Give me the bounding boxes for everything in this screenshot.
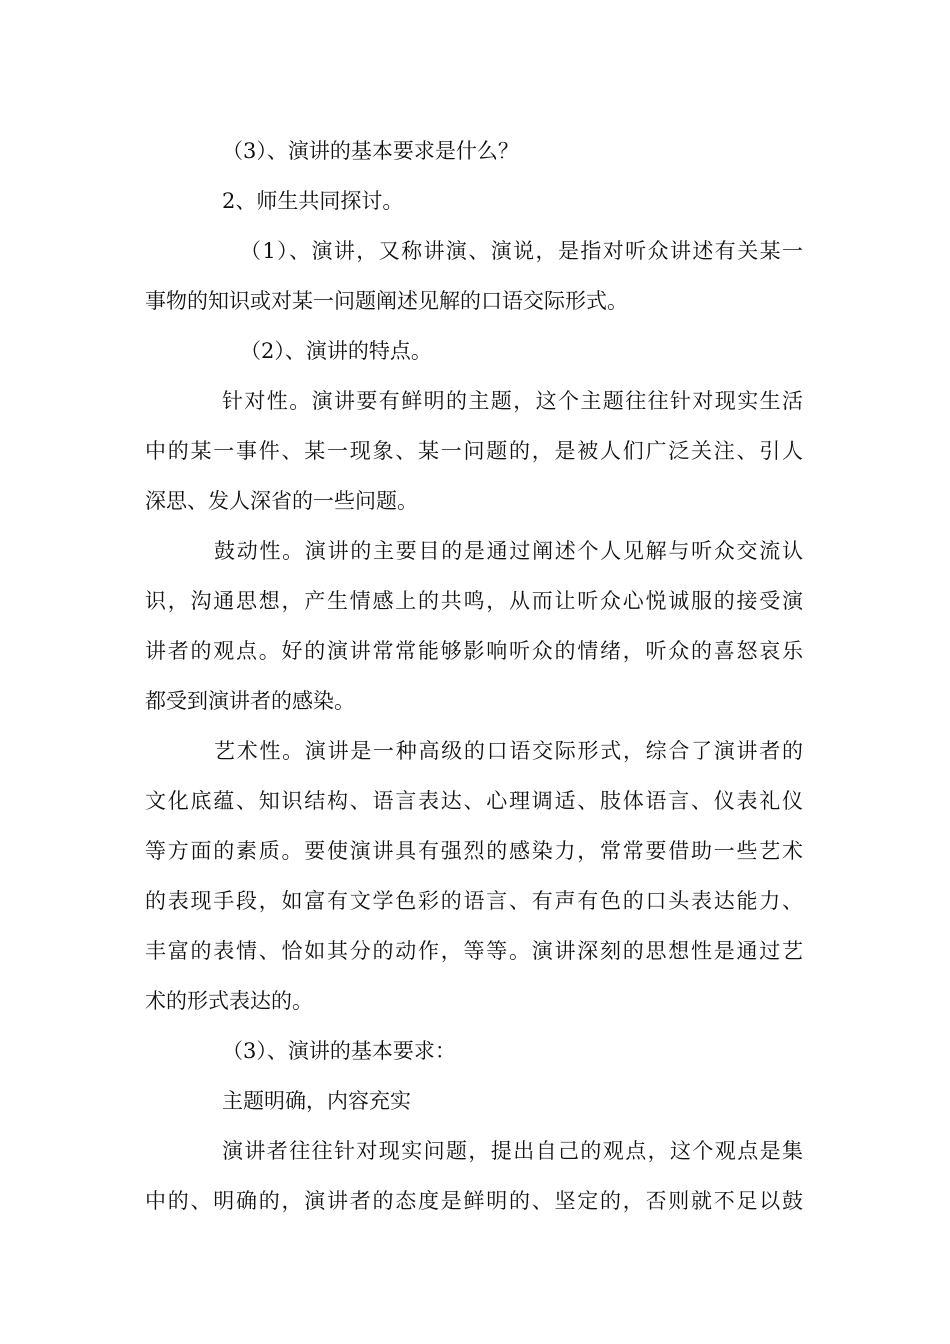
text-line-7: 中的某一事件、某一现象、某一问题的，是被人们广泛关注、引人 bbox=[145, 439, 803, 463]
text-line-15: 等方面的素质。要使演讲具有强烈的感染力，常常要借助一些艺术 bbox=[145, 839, 803, 863]
text-line-17: 丰富的表情、恰如其分的动作，等等。演讲深刻的思想性是通过艺 bbox=[145, 939, 803, 963]
text-line-18: 术的形式表达的。 bbox=[145, 989, 313, 1013]
text-line-10: 识，沟通思想，产生情感上的共鸣，从而让听众心悦诚服的接受演 bbox=[145, 589, 803, 613]
text-line-1: （3）、演讲的基本要求是什么？ bbox=[222, 139, 519, 163]
text-line-3: （1）、演讲，又称讲演、演说，是指对听众讲述有关某一 bbox=[240, 239, 803, 263]
text-line-8: 深思、发人深省的一些问题。 bbox=[145, 489, 418, 513]
text-line-12: 都受到演讲者的感染。 bbox=[145, 689, 355, 713]
text-line-21: 演讲者往往针对现实问题，提出自己的观点，这个观点是集 bbox=[222, 1139, 803, 1163]
text-line-14: 文化底蕴、知识结构、语言表达、心理调适、肢体语言、仪表礼仪 bbox=[145, 789, 803, 813]
text-line-4: 事物的知识或对某一问题阐述见解的口语交际形式。 bbox=[145, 289, 628, 313]
text-line-6: 针对性。演讲要有鲜明的主题，这个主题往往针对现实生活 bbox=[222, 389, 803, 413]
text-line-20: 主题明确，内容充实 bbox=[222, 1089, 411, 1113]
text-line-9: 鼓动性。演讲的主要目的是通过阐述个人见解与听众交流认 bbox=[214, 539, 803, 563]
text-line-19: （3）、演讲的基本要求： bbox=[222, 1039, 456, 1063]
text-line-2: 2、师生共同探讨。 bbox=[222, 189, 404, 213]
text-line-13: 艺术性。演讲是一种高级的口语交际形式，综合了演讲者的 bbox=[214, 739, 803, 763]
text-line-5: （2）、演讲的特点。 bbox=[240, 339, 432, 363]
text-line-11: 讲者的观点。好的演讲常常能够影响听众的情绪，听众的喜怒哀乐 bbox=[145, 639, 803, 663]
text-line-22: 中的、明确的，演讲者的态度是鲜明的、坚定的，否则就不足以鼓 bbox=[145, 1189, 803, 1213]
text-line-16: 的表现手段，如富有文学色彩的语言、有声有色的口头表达能力、 bbox=[145, 889, 803, 913]
